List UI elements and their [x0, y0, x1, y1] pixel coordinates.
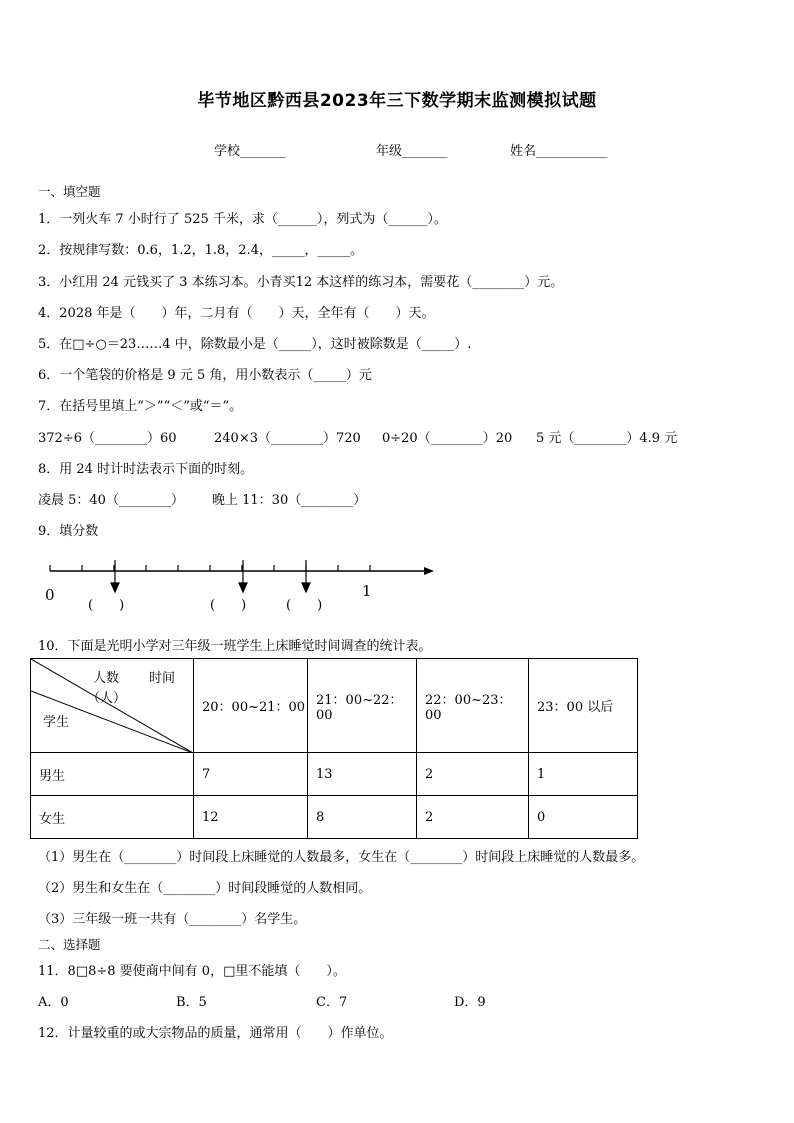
question-8: 8．用 24 时计时法表示下面的时刻。: [38, 462, 254, 477]
question-10-sub-2: （2）男生和女生在（________）时间段睡觉的人数相同。: [38, 881, 372, 896]
table-cell: 7: [194, 753, 308, 796]
table-cell: 13: [308, 753, 417, 796]
section-fill-in: 一、填空题: [38, 184, 101, 199]
corner-time-label: 时间: [149, 671, 176, 686]
question-7-item: 240×3（________）720: [214, 431, 361, 446]
corner-count-label: 人数: [93, 671, 120, 686]
question-11-option-b: B．5: [176, 995, 207, 1010]
row-label: 男生: [31, 753, 194, 796]
question-11: 11．8□8÷8 要使商中间有 0，□里不能填（ ）。: [38, 964, 346, 979]
question-11-option-a: A．0: [38, 995, 69, 1010]
question-7-item: 5 元（________）4.9 元: [536, 431, 678, 446]
corner-student-label: 学生: [43, 715, 70, 730]
question-7-item: 372÷6（________）60: [38, 431, 177, 446]
table-cell: 8: [308, 796, 417, 839]
corner-unit-label: （人）: [87, 691, 127, 706]
number-line-blank: ( ): [210, 598, 247, 613]
question-8-item: 晚上 11：30（________）: [212, 493, 367, 508]
question-6: 6．一个笔袋的价格是 9 元 5 角，用小数表示（_____）元: [38, 368, 372, 383]
number-line-one: 1: [362, 582, 372, 600]
question-5: 5．在□÷○＝23……4 中，除数最小是（_____），这时被除数是（_____）.: [38, 337, 472, 352]
number-line-blank: ( ): [286, 598, 323, 613]
question-10: 10．下面是光明小学对三年级一班学生上床睡觉时间调查的统计表。: [38, 639, 432, 654]
question-4: 4．2028 年是（ ）年，二月有（ ）天，全年有（ ）天。: [38, 306, 435, 321]
question-10-sub-1: （1）男生在（________）时间段上床睡觉的人数最多，女生在（________）时间段上床睡觉的人数最多。: [38, 850, 645, 865]
table-header: 22：00~23：00: [417, 659, 529, 753]
school-field: 学校_______: [214, 144, 286, 159]
row-label: 女生: [31, 796, 194, 839]
question-12: 12．计量较重的或大宗物品的质量，通常用（ ）作单位。: [38, 1026, 393, 1041]
table-header: 20：00~21：00: [194, 659, 308, 753]
table-row: [31, 753, 638, 796]
table-header: 21：00~22：00: [308, 659, 417, 753]
question-9: 9．填分数: [38, 524, 99, 539]
question-11-option-c: C．7: [316, 995, 348, 1010]
table-header: 23：00 以后: [529, 659, 638, 753]
number-line-blank: ( ): [88, 598, 125, 613]
number-line-zero: 0: [45, 586, 55, 604]
table-cell: 2: [417, 753, 529, 796]
table-cell: 2: [417, 796, 529, 839]
section-multiple-choice: 二、选择题: [38, 937, 101, 952]
question-1: 1．一列火车 7 小时行了 525 千米，求（______），列式为（______）。: [38, 212, 447, 227]
question-7: 7．在括号里填上“＞”“＜”或“＝”。: [38, 399, 243, 414]
table-corner-cell: [31, 659, 194, 753]
table-row: [31, 796, 638, 839]
question-10-sub-3: （3）三年级一班一共有（________）名学生。: [38, 912, 307, 927]
question-8-item: 凌晨 5：40（________）: [38, 493, 184, 508]
page-title: 毕节地区黔西县2023年三下数学期末监测模拟试题: [197, 91, 597, 111]
question-11-option-d: D．9: [454, 995, 486, 1010]
name-field: 姓名___________: [510, 144, 608, 159]
grade-field: 年级_______: [376, 144, 448, 159]
table-cell: 1: [529, 753, 638, 796]
question-3: 3．小红用 24 元钱买了 3 本练习本。小青买12 本这样的练习本，需要花（________）元。: [38, 275, 564, 290]
sleep-time-table: [30, 658, 638, 839]
table-cell: 12: [194, 796, 308, 839]
question-2: 2．按规律写数：0.6，1.2，1.8，2.4，_____，_____。: [38, 243, 363, 258]
table-cell: 0: [529, 796, 638, 839]
question-7-item: 0÷20（________）20: [382, 431, 513, 446]
